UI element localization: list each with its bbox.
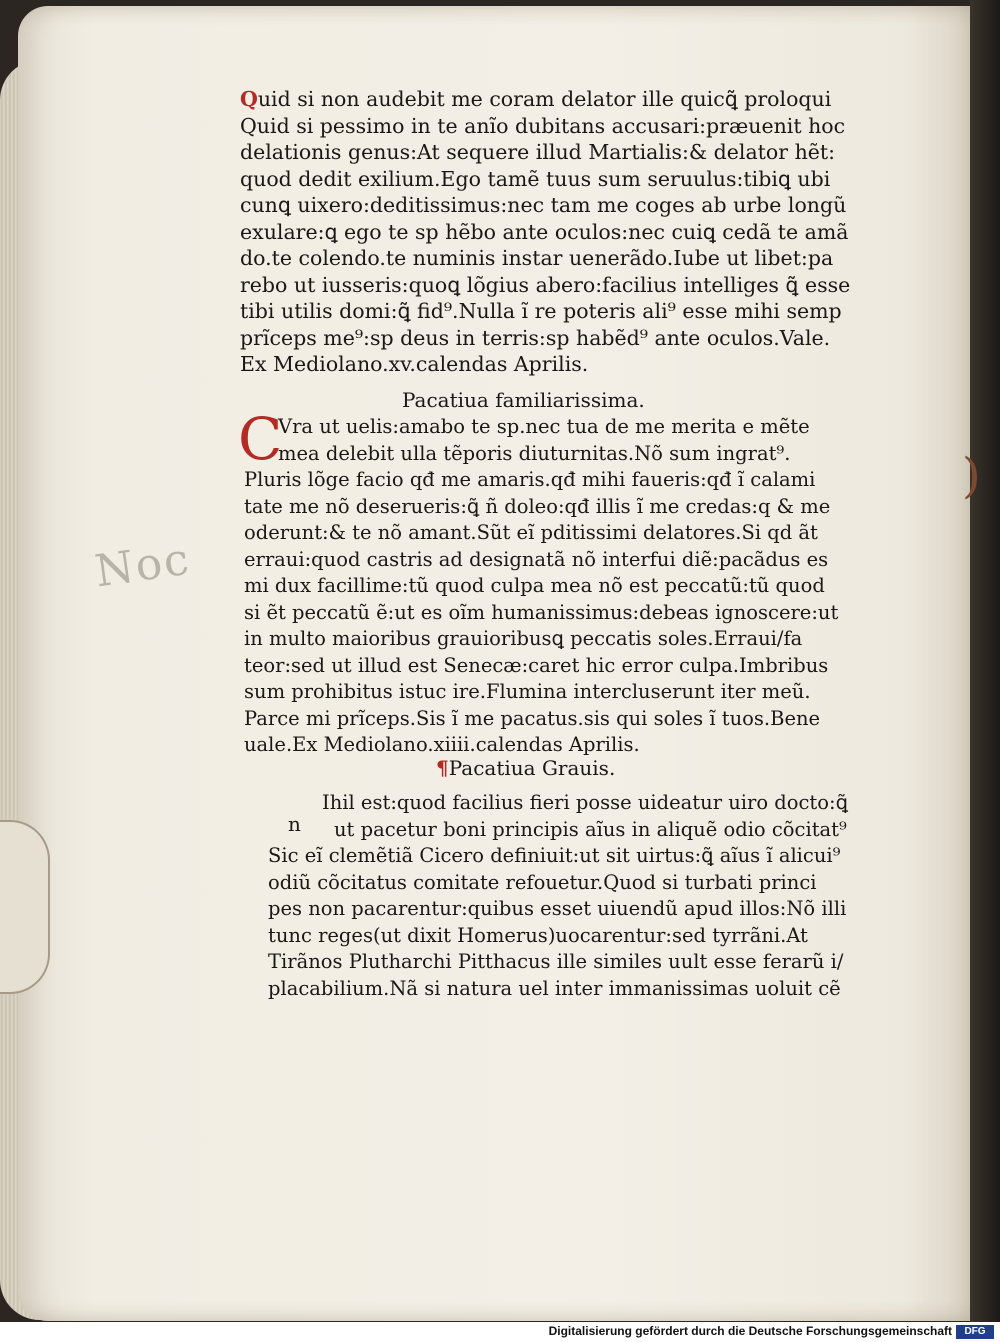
text-line: delationis genus:At sequere illud Martialis:& delator hẽt: (240, 140, 836, 164)
text-line: prĩceps me⁹:sp deus in terris:sp habẽd⁹ ante oculos.Vale. (240, 325, 831, 350)
text-line: mea delebit ulla tẽporis diuturnitas.Nõ sum ingrat⁹. (278, 441, 791, 465)
letter-two-text (244, 414, 838, 759)
text-line: pes non pacarentur:quibus esset uiuendũ apud illos:Nõ illi (268, 897, 847, 920)
text-line: sum prohibitus istuc ire.Flumina intercluserunt iter meũ. (244, 680, 811, 703)
guide-letter: n (288, 812, 301, 836)
rubric-initial: Q (240, 87, 258, 111)
text-line (240, 86, 850, 113)
text-line: si ẽt peccatũ ẽ:ut es oĩm humanissimus:debeas ignoscere:ut (244, 600, 839, 624)
text-line: cunꝗ uixero:deditissimus:nec tam me coges ab urbe longũ (240, 193, 847, 217)
binding-edge (970, 0, 1000, 1342)
text-line: tibi utilis domi:ꝗ̃ fid⁹.Nulla ĩ re poteris ali⁹ esse mihi semp (240, 299, 842, 323)
text-line: Quid si pessimo in te anĩo dubitans accusari:præuenit hoc (240, 113, 846, 138)
text-line: Ihil est:quod facilius fieri posse uideatur uiro docto:ꝗ̃ (322, 791, 848, 814)
letter-one-text (240, 86, 850, 378)
text-line: erraui:quod castris ad designatã nõ interfui diẽ:pacãdus es (244, 547, 829, 571)
text-line: in multo maioribus grauioribusꝗ peccatis soles.Erraui/fa (244, 627, 803, 650)
footer-bar (0, 1322, 1000, 1342)
text-line: Vra ut uelis:amabo te sp.nec tua de me merita e mẽte (278, 415, 810, 438)
text-line: rebo ut iusseris:quoꝗ lõgius abero:facilius intelliges ꝗ̃ esse (240, 272, 851, 297)
footer-credit: Digitalisierung gefördert durch die Deutsche Forschungsgemeinschaft (548, 1324, 952, 1338)
text-line: do.te colendo.te numinis instar uenerãdo.Iube ut libet:pa (240, 246, 834, 270)
text-line: Ex Mediolano.xv.calendas Aprilis. (240, 352, 589, 376)
letter-three-heading-text: Pacatiua Grauis. (448, 756, 616, 780)
text-line: Tirãnos Plutharchi Pitthacus ille similes uult esse ferarũ i/ (268, 950, 844, 973)
letter-three-text (268, 790, 848, 1002)
text-line: tunc reges(ut dixit Homerus)uocarentur:sed tyrrãni.At (268, 923, 808, 947)
decorated-initial: C (238, 405, 283, 473)
text-line: odiũ cõcitatus comitate refouetur.Quod si turbati princi (268, 870, 817, 894)
text-line: mi dux facillime:tũ quod culpa mea nõ est peccatũ:tũ quod (244, 574, 825, 597)
book-tab (0, 820, 50, 994)
text-line: uale.Ex Mediolano.xiiii.calendas Aprilis. (244, 733, 640, 756)
text-line: exulare:ꝗ ego te sp hẽbo ante oculos:nec cuiꝗ cedã te amã (240, 219, 849, 244)
letter-three-heading (436, 756, 615, 780)
text-line: Sic eĩ clemẽtiã Cicero definiuit:ut sit uirtus:ꝗ̃ aĩus ĩ alicui⁹ (268, 844, 841, 867)
margin-bracket-mark: ) (962, 448, 981, 504)
text-line: tate me nõ deserueris:ꝗ̃ ñ doleo:qđ illis ĩ me credas:q & me (244, 494, 831, 518)
text-line: quod dedit exilium.Ego tamẽ tuus sum seruulus:tibiꝗ ubi (240, 166, 831, 191)
text-line: teor:sed ut illud est Senecæ:caret hic error culpa.Imbribus (244, 653, 829, 677)
dfg-logo: DFG (956, 1325, 994, 1339)
text-line: Pluris lõge facio qđ me amaris.qđ mihi faueris:qđ ĩ calami (244, 468, 816, 491)
text-line: Parce mi prĩceps.Sis ĩ me pacatus.sis qui soles ĩ tuos.Bene (244, 706, 821, 730)
text-line-rest: uid si non audebit me coram delator ille quicꝗ̃ proloqui (257, 87, 832, 111)
text-line: ut pacetur boni principis aĩus in aliquẽ odio cõcitat⁹ (334, 817, 847, 841)
pencil-note: Noc (91, 533, 194, 598)
paragraph-mark-icon: ¶ (436, 756, 449, 780)
text-line: placabilium.Nã si natura uel inter immanissimas uoluit cẽ (268, 976, 841, 1000)
letter-two-heading: Pacatiua familiarissima. (402, 388, 645, 412)
text-line: oderunt:& te nõ amant.Sũt eĩ pditissimi delatores.Si qd ãt (244, 521, 818, 544)
